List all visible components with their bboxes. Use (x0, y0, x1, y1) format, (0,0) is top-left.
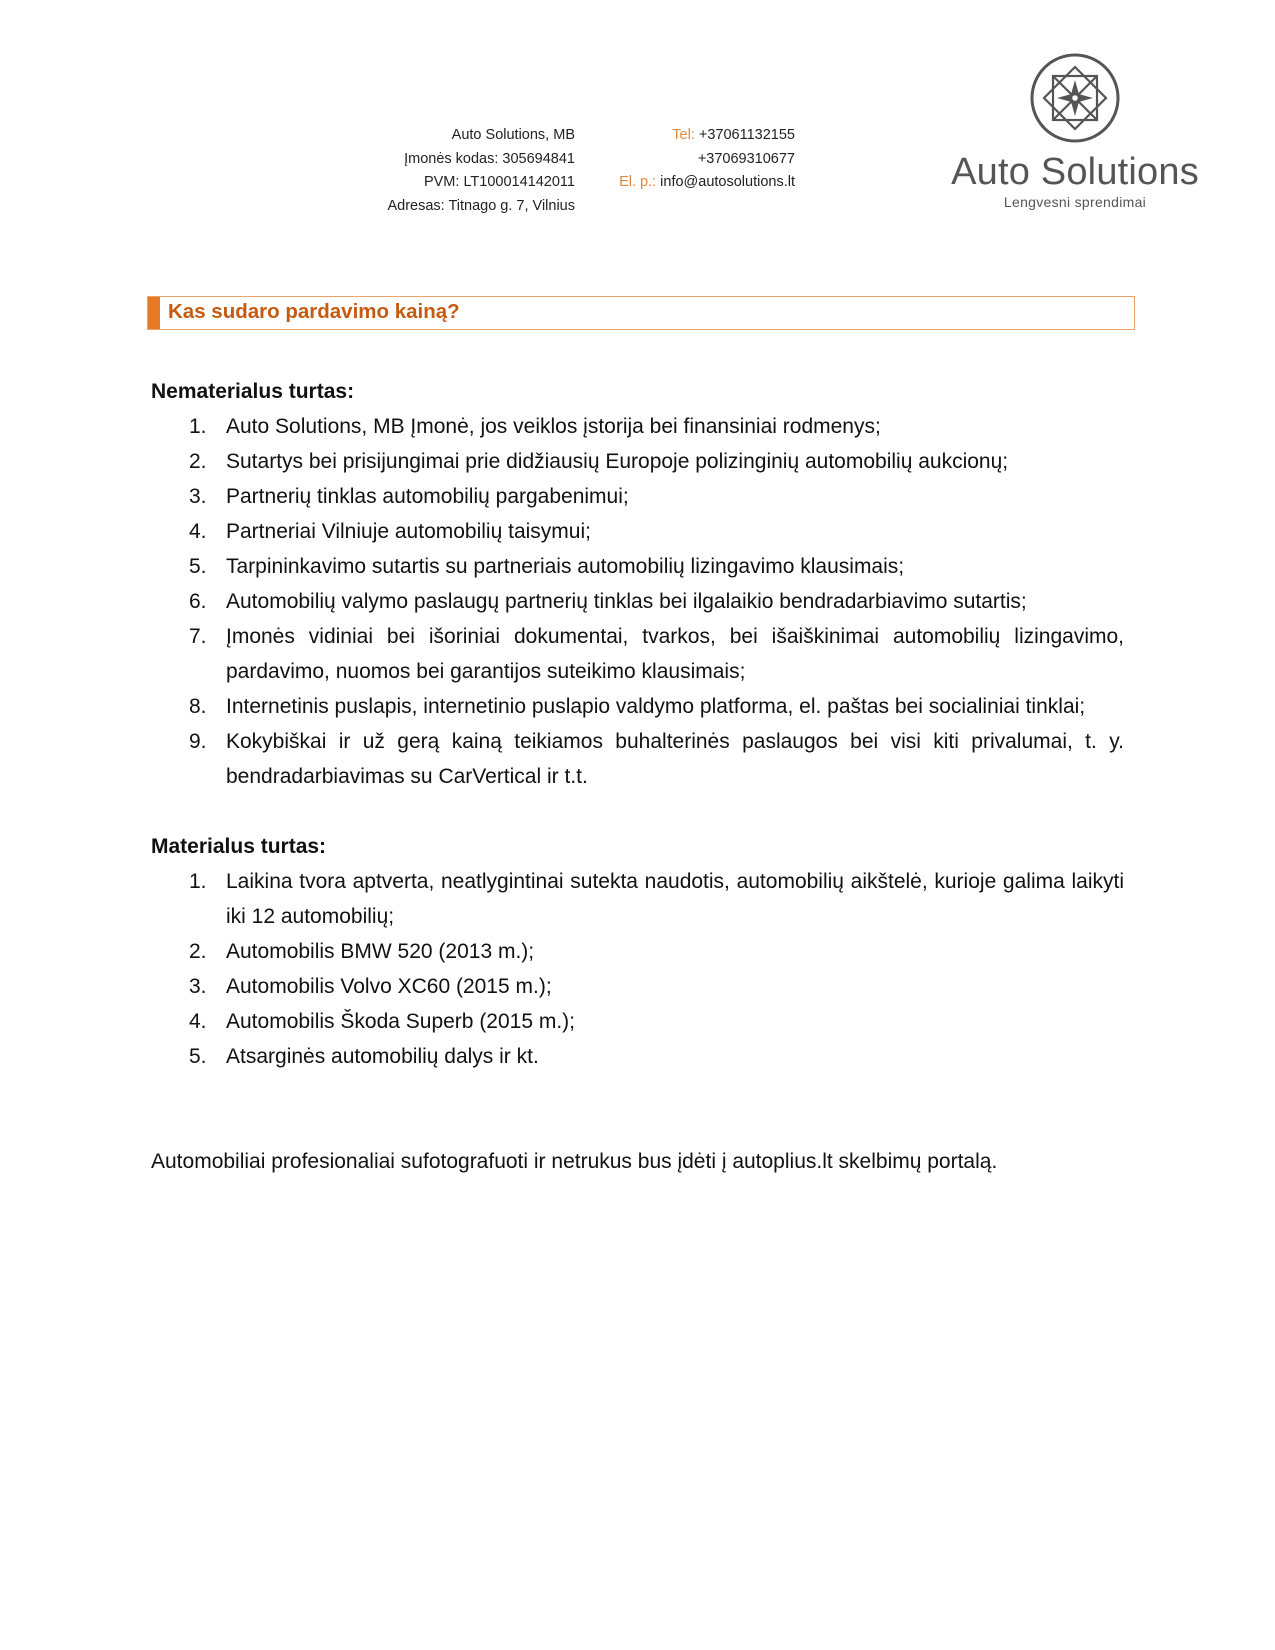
item-number: 2. (189, 940, 207, 963)
list-item (151, 934, 1124, 969)
item-text: Automobilis Škoda Superb (2015 m.); (226, 1010, 576, 1033)
document-body (151, 374, 1124, 1179)
item-number: 5. (189, 555, 207, 578)
list-item (151, 969, 1124, 1004)
item-number: 2. (189, 450, 207, 473)
company-address: Adresas: Titnago g. 7, Vilnius (387, 197, 575, 214)
item-text: Partnerių tinklas automobilių pargabenimui; (226, 485, 629, 508)
phone-1[interactable]: +37061132155 (698, 127, 795, 143)
list-item (151, 584, 1124, 619)
tel-label: Tel: (672, 127, 695, 143)
item-number: 4. (189, 520, 207, 543)
item-text: Internetinis puslapis, internetinio puslapio valdymo platforma, el. paštas bei socialiniai tinklai; (226, 695, 1086, 718)
item-number: 5. (189, 1045, 207, 1068)
company-vat: PVM: LT100014142011 (423, 174, 575, 190)
phone-2[interactable]: +37069310677 (697, 150, 795, 167)
page-heading: Kas sudaro pardavimo kainą? (168, 300, 460, 323)
item-text: Laikina tvora aptverta, neatlygintinai sutekta naudotis, automobilių aikštelė, kurioje galima laikyti iki 12 automobilių; (226, 870, 1124, 928)
email-label: El. p.: (619, 174, 657, 190)
item-text: Tarpininkavimo sutartis su partneriais automobilių lizingavimo klausimais; (226, 555, 905, 578)
phone-line-2 (585, 148, 795, 172)
item-number: 9. (189, 730, 207, 753)
item-text: Auto Solutions, MB Įmonė, jos veiklos įstorija bei finansiniai rodmenys; (226, 415, 881, 438)
email-line (585, 171, 795, 195)
intangible-assets-list (151, 409, 1124, 794)
company-name: Auto Solutions, MB (451, 127, 575, 143)
heading-accent-bar (148, 297, 160, 329)
item-text: Automobilis BMW 520 (2013 m.); (226, 940, 535, 963)
logo-wordmark: Auto Solutions (951, 151, 1199, 193)
section-title-tangible: Materialus turtas: (151, 835, 327, 858)
company-code: Įmonės kodas: 305694841 (404, 150, 575, 167)
closing-paragraph: Automobiliai profesionaliai sufotografuoti ir netrukus bus įdėti į autoplius.lt skelbimų portalą. (151, 1150, 998, 1173)
item-number: 7. (189, 625, 207, 648)
item-number: 4. (189, 1010, 207, 1033)
list-item (151, 444, 1124, 479)
item-number: 3. (189, 485, 207, 508)
item-text: Įmonės vidiniai bei išoriniai dokumentai, tvarkos, bei išaiškinimai automobilių lizingavimo, pardavimo, nuomos bei garantijos suteikimo klausimais; (226, 625, 1124, 683)
item-number: 8. (189, 695, 207, 718)
item-number: 6. (189, 590, 207, 613)
item-number: 1. (189, 870, 207, 893)
list-item (151, 409, 1124, 444)
item-number: 3. (189, 975, 207, 998)
list-item (151, 1039, 1124, 1074)
list-item (151, 514, 1124, 549)
item-text: Automobilių valymo paslaugų partnerių tinklas bei ilgalaikio bendradarbiavimo sutartis; (226, 590, 1027, 613)
list-item (151, 549, 1124, 584)
section-heading-box (147, 296, 1135, 330)
item-text: Kokybiškai ir už gerą kainą teikiamos buhalterinės paslaugos bei visi kiti privalumai, t. y. bendradarbiavimas su CarVertical ir t.t. (226, 730, 1124, 788)
item-text: Partneriai Vilniuje automobilių taisymui; (226, 520, 591, 543)
section-title-intangible: Nematerialus turtas: (151, 380, 355, 403)
phone-line-1 (585, 124, 795, 148)
list-item (151, 864, 1124, 934)
item-number: 1. (189, 415, 207, 438)
company-info (300, 124, 575, 218)
tangible-assets-list (151, 864, 1124, 1074)
contact-info (585, 124, 795, 195)
item-text: Automobilis Volvo XC60 (2015 m.); (226, 975, 552, 998)
list-item (151, 479, 1124, 514)
item-text: Atsarginės automobilių dalys ir kt. (226, 1045, 539, 1068)
list-item (151, 724, 1124, 794)
section-spacer (151, 794, 1124, 829)
list-item (151, 619, 1124, 689)
item-text: Sutartys bei prisijungimai prie didžiausių Europoje polizinginių automobilių aukcionų; (226, 450, 1009, 473)
email-link[interactable]: info@autosolutions.lt (660, 174, 795, 190)
list-item (151, 1004, 1124, 1039)
section-spacer (151, 1074, 1124, 1144)
brand-logo (940, 52, 1210, 210)
list-item (151, 689, 1124, 724)
compass-star-icon (1029, 52, 1121, 144)
logo-tagline: Lengvesni sprendimai (1003, 194, 1147, 210)
